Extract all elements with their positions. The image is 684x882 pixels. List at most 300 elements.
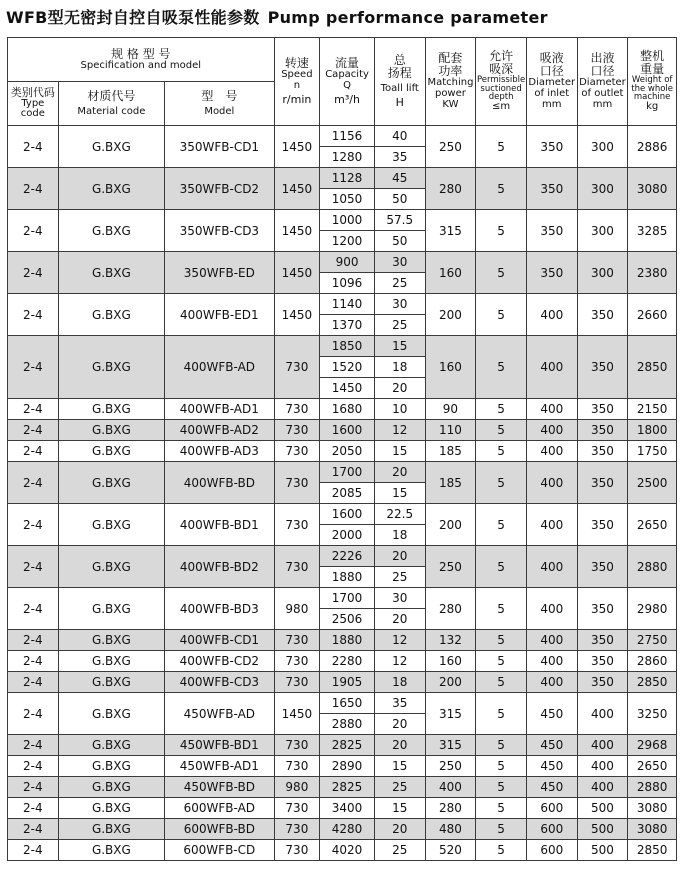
type-cell: 2-4 <box>8 399 59 420</box>
speed-cell: 730 <box>274 756 320 777</box>
capacity-cell: 4020 <box>320 840 375 861</box>
model-cell: 400WFB-AD3 <box>165 441 274 462</box>
head-cell: 22.5 <box>374 504 425 525</box>
inlet-cell: 450 <box>526 693 577 735</box>
weight-cell: 3080 <box>628 798 677 819</box>
outlet-cell: 400 <box>577 735 628 756</box>
outlet-cell: 500 <box>577 840 628 861</box>
outlet-cell: 350 <box>577 462 628 504</box>
suction-cell: 5 <box>476 252 527 294</box>
material-cell: G.BXG <box>58 210 164 252</box>
speed-cell: 730 <box>274 420 320 441</box>
suction-cell: 5 <box>476 441 527 462</box>
model-cell: 400WFB-ED1 <box>165 294 274 336</box>
speed-cell: 1450 <box>274 252 320 294</box>
head-cell: 30 <box>374 588 425 609</box>
suction-cell: 5 <box>476 630 527 651</box>
suction-cell: 5 <box>476 399 527 420</box>
head-cell: 25 <box>374 273 425 294</box>
speed-cell: 730 <box>274 336 320 399</box>
inlet-cell: 450 <box>526 756 577 777</box>
table-row <box>8 756 677 777</box>
table-row <box>8 651 677 672</box>
weight-cell: 1800 <box>628 420 677 441</box>
capacity-cell: 1600 <box>320 420 375 441</box>
head-cell: 25 <box>374 567 425 588</box>
power-cell: 200 <box>425 672 476 693</box>
inlet-cell: 350 <box>526 168 577 210</box>
type-cell: 2-4 <box>8 504 59 546</box>
inlet-cell: 600 <box>526 798 577 819</box>
material-cell: G.BXG <box>58 252 164 294</box>
material-cell: G.BXG <box>58 336 164 399</box>
suction-cell: 5 <box>476 798 527 819</box>
power-cell: 110 <box>425 420 476 441</box>
suction-cell: 5 <box>476 777 527 798</box>
suction-cell: 5 <box>476 735 527 756</box>
model-cell: 400WFB-BD1 <box>165 504 274 546</box>
speed-header: 转速 Speed n r/min <box>274 38 320 126</box>
table-row <box>8 588 677 609</box>
inlet-cell: 400 <box>526 294 577 336</box>
capacity-cell: 1156 <box>320 126 375 147</box>
material-cell: G.BXG <box>58 756 164 777</box>
head-cell: 45 <box>374 168 425 189</box>
material-cell: G.BXG <box>58 819 164 840</box>
suction-cell: 5 <box>476 651 527 672</box>
table-row <box>8 252 677 273</box>
weight-cell: 3080 <box>628 819 677 840</box>
material-cell: G.BXG <box>58 462 164 504</box>
model-cell: 450WFB-AD1 <box>165 756 274 777</box>
inlet-cell: 400 <box>526 651 577 672</box>
head-cell: 15 <box>374 336 425 357</box>
table-row <box>8 126 677 147</box>
power-cell: 160 <box>425 651 476 672</box>
capacity-cell: 2050 <box>320 441 375 462</box>
weight-header: 整机 重量 Weight of the whole machine kg <box>628 38 677 126</box>
head-header: 总 扬程 Toall lift H <box>374 38 425 126</box>
inlet-cell: 400 <box>526 462 577 504</box>
outlet-cell: 350 <box>577 420 628 441</box>
material-cell: G.BXG <box>58 672 164 693</box>
head-cell: 20 <box>374 609 425 630</box>
type-cell: 2-4 <box>8 588 59 630</box>
weight-cell: 2500 <box>628 462 677 504</box>
outlet-cell: 350 <box>577 672 628 693</box>
capacity-cell: 2000 <box>320 525 375 546</box>
capacity-cell: 2280 <box>320 651 375 672</box>
table-row <box>8 777 677 798</box>
model-cell: 400WFB-AD1 <box>165 399 274 420</box>
power-header: 配套 功率 Matching power KW <box>425 38 476 126</box>
model-cell: 400WFB-BD <box>165 462 274 504</box>
table-row <box>8 294 677 315</box>
outlet-cell: 500 <box>577 798 628 819</box>
speed-cell: 730 <box>274 819 320 840</box>
suction-cell: 5 <box>476 693 527 735</box>
table-row <box>8 504 677 525</box>
capacity-cell: 2226 <box>320 546 375 567</box>
outlet-cell: 350 <box>577 588 628 630</box>
speed-cell: 730 <box>274 735 320 756</box>
suction-cell: 5 <box>476 294 527 336</box>
table-row <box>8 420 677 441</box>
type-cell: 2-4 <box>8 777 59 798</box>
weight-cell: 2650 <box>628 756 677 777</box>
head-cell: 15 <box>374 483 425 504</box>
table-row <box>8 672 677 693</box>
outlet-cell: 350 <box>577 441 628 462</box>
speed-cell: 730 <box>274 462 320 504</box>
capacity-cell: 1880 <box>320 567 375 588</box>
capacity-cell: 900 <box>320 252 375 273</box>
model-header: 型 号 Model <box>165 82 274 126</box>
power-cell: 400 <box>425 777 476 798</box>
speed-cell: 730 <box>274 399 320 420</box>
weight-cell: 2850 <box>628 840 677 861</box>
head-cell: 35 <box>374 693 425 714</box>
speed-cell: 980 <box>274 588 320 630</box>
weight-cell: 2150 <box>628 399 677 420</box>
power-cell: 160 <box>425 252 476 294</box>
capacity-cell: 1650 <box>320 693 375 714</box>
inlet-cell: 400 <box>526 441 577 462</box>
type-cell: 2-4 <box>8 630 59 651</box>
outlet-cell: 300 <box>577 126 628 168</box>
table-row <box>8 693 677 714</box>
inlet-cell: 400 <box>526 420 577 441</box>
material-cell: G.BXG <box>58 630 164 651</box>
type-cell: 2-4 <box>8 546 59 588</box>
model-cell: 400WFB-CD1 <box>165 630 274 651</box>
head-cell: 18 <box>374 525 425 546</box>
capacity-cell: 3400 <box>320 798 375 819</box>
power-cell: 185 <box>425 462 476 504</box>
weight-cell: 2860 <box>628 651 677 672</box>
head-cell: 12 <box>374 651 425 672</box>
material-cell: G.BXG <box>58 798 164 819</box>
capacity-cell: 2890 <box>320 756 375 777</box>
head-cell: 12 <box>374 630 425 651</box>
material-cell: G.BXG <box>58 588 164 630</box>
head-cell: 20 <box>374 714 425 735</box>
model-cell: 350WFB-CD1 <box>165 126 274 168</box>
speed-cell: 980 <box>274 777 320 798</box>
head-cell: 20 <box>374 546 425 567</box>
suction-cell: 5 <box>476 210 527 252</box>
capacity-cell: 1905 <box>320 672 375 693</box>
inlet-cell: 400 <box>526 336 577 399</box>
inlet-cell: 600 <box>526 819 577 840</box>
type-cell: 2-4 <box>8 420 59 441</box>
title-zh: WFB型无密封自控自吸泵性能参数 <box>6 8 260 27</box>
head-cell: 25 <box>374 777 425 798</box>
power-cell: 315 <box>425 735 476 756</box>
capacity-cell: 1128 <box>320 168 375 189</box>
suction-cell: 5 <box>476 546 527 588</box>
type-code-header: 类别代码 Type code <box>8 82 59 126</box>
capacity-cell: 1450 <box>320 378 375 399</box>
capacity-cell: 1050 <box>320 189 375 210</box>
capacity-cell: 1880 <box>320 630 375 651</box>
power-cell: 250 <box>425 126 476 168</box>
suction-cell: 5 <box>476 168 527 210</box>
material-cell: G.BXG <box>58 399 164 420</box>
inlet-cell: 400 <box>526 672 577 693</box>
table-row <box>8 441 677 462</box>
type-cell: 2-4 <box>8 798 59 819</box>
head-cell: 10 <box>374 399 425 420</box>
model-cell: 400WFB-BD2 <box>165 546 274 588</box>
weight-cell: 1750 <box>628 441 677 462</box>
head-cell: 18 <box>374 357 425 378</box>
type-cell: 2-4 <box>8 294 59 336</box>
suction-cell: 5 <box>476 756 527 777</box>
power-cell: 480 <box>425 819 476 840</box>
power-cell: 90 <box>425 399 476 420</box>
outlet-cell: 350 <box>577 651 628 672</box>
head-cell: 30 <box>374 294 425 315</box>
speed-cell: 730 <box>274 630 320 651</box>
capacity-cell: 1680 <box>320 399 375 420</box>
suction-cell: 5 <box>476 504 527 546</box>
table-row <box>8 462 677 483</box>
suction-cell: 5 <box>476 126 527 168</box>
table-row <box>8 735 677 756</box>
material-cell: G.BXG <box>58 294 164 336</box>
material-code-header: 材质代号 Material code <box>58 82 164 126</box>
speed-cell: 730 <box>274 798 320 819</box>
model-cell: 450WFB-AD <box>165 693 274 735</box>
head-cell: 35 <box>374 147 425 168</box>
model-cell: 400WFB-CD3 <box>165 672 274 693</box>
speed-cell: 730 <box>274 840 320 861</box>
outlet-cell: 300 <box>577 168 628 210</box>
speed-cell: 1450 <box>274 126 320 168</box>
type-cell: 2-4 <box>8 756 59 777</box>
speed-cell: 730 <box>274 504 320 546</box>
outlet-cell: 400 <box>577 693 628 735</box>
type-cell: 2-4 <box>8 819 59 840</box>
weight-cell: 2968 <box>628 735 677 756</box>
weight-cell: 3080 <box>628 168 677 210</box>
table-body <box>8 126 677 861</box>
capacity-cell: 1096 <box>320 273 375 294</box>
table-row <box>8 168 677 189</box>
outlet-cell: 350 <box>577 336 628 399</box>
speed-cell: 730 <box>274 651 320 672</box>
weight-cell: 3285 <box>628 210 677 252</box>
weight-cell: 2980 <box>628 588 677 630</box>
head-cell: 40 <box>374 126 425 147</box>
capacity-cell: 4280 <box>320 819 375 840</box>
model-cell: 600WFB-AD <box>165 798 274 819</box>
type-cell: 2-4 <box>8 672 59 693</box>
power-cell: 200 <box>425 294 476 336</box>
capacity-cell: 2880 <box>320 714 375 735</box>
capacity-cell: 2825 <box>320 777 375 798</box>
model-cell: 400WFB-AD <box>165 336 274 399</box>
power-cell: 280 <box>425 798 476 819</box>
head-cell: 50 <box>374 231 425 252</box>
model-cell: 350WFB-CD3 <box>165 210 274 252</box>
inlet-cell: 350 <box>526 210 577 252</box>
speed-cell: 1450 <box>274 168 320 210</box>
page-title <box>6 4 548 32</box>
material-cell: G.BXG <box>58 693 164 735</box>
capacity-cell: 1370 <box>320 315 375 336</box>
head-cell: 30 <box>374 252 425 273</box>
power-cell: 280 <box>425 588 476 630</box>
power-cell: 132 <box>425 630 476 651</box>
weight-cell: 2880 <box>628 777 677 798</box>
inlet-cell: 400 <box>526 504 577 546</box>
power-cell: 280 <box>425 168 476 210</box>
outlet-cell: 300 <box>577 252 628 294</box>
model-cell: 400WFB-CD2 <box>165 651 274 672</box>
outlet-cell: 400 <box>577 756 628 777</box>
outlet-cell: 350 <box>577 630 628 651</box>
head-cell: 25 <box>374 315 425 336</box>
inlet-cell: 400 <box>526 630 577 651</box>
type-cell: 2-4 <box>8 462 59 504</box>
material-cell: G.BXG <box>58 651 164 672</box>
suction-cell: 5 <box>476 462 527 504</box>
inlet-cell: 400 <box>526 588 577 630</box>
material-cell: G.BXG <box>58 504 164 546</box>
material-cell: G.BXG <box>58 735 164 756</box>
inlet-cell: 400 <box>526 399 577 420</box>
power-cell: 250 <box>425 756 476 777</box>
model-cell: 450WFB-BD <box>165 777 274 798</box>
suction-cell: 5 <box>476 840 527 861</box>
outlet-cell: 400 <box>577 777 628 798</box>
power-cell: 250 <box>425 546 476 588</box>
outlet-header: 出液 口径 Diameter of outlet mm <box>577 38 628 126</box>
model-cell: 350WFB-CD2 <box>165 168 274 210</box>
outlet-cell: 350 <box>577 294 628 336</box>
head-cell: 20 <box>374 735 425 756</box>
suction-cell: 5 <box>476 819 527 840</box>
head-cell: 20 <box>374 462 425 483</box>
material-cell: G.BXG <box>58 126 164 168</box>
speed-cell: 1450 <box>274 693 320 735</box>
speed-cell: 730 <box>274 546 320 588</box>
head-cell: 25 <box>374 840 425 861</box>
material-cell: G.BXG <box>58 546 164 588</box>
inlet-cell: 450 <box>526 735 577 756</box>
model-cell: 450WFB-BD1 <box>165 735 274 756</box>
inlet-cell: 600 <box>526 840 577 861</box>
model-cell: 600WFB-BD <box>165 819 274 840</box>
inlet-cell: 400 <box>526 546 577 588</box>
speed-cell: 730 <box>274 441 320 462</box>
power-cell: 315 <box>425 693 476 735</box>
type-cell: 2-4 <box>8 210 59 252</box>
type-cell: 2-4 <box>8 840 59 861</box>
head-cell: 15 <box>374 798 425 819</box>
weight-cell: 2380 <box>628 252 677 294</box>
type-cell: 2-4 <box>8 168 59 210</box>
power-cell: 520 <box>425 840 476 861</box>
capacity-cell: 1700 <box>320 462 375 483</box>
spec-group-header: 规 格 型 号 Specification and model <box>8 38 275 82</box>
inlet-cell: 350 <box>526 252 577 294</box>
table-row <box>8 798 677 819</box>
material-cell: G.BXG <box>58 840 164 861</box>
capacity-cell: 1700 <box>320 588 375 609</box>
capacity-cell: 2825 <box>320 735 375 756</box>
weight-cell: 2880 <box>628 546 677 588</box>
weight-cell: 2650 <box>628 504 677 546</box>
capacity-cell: 2085 <box>320 483 375 504</box>
outlet-cell: 300 <box>577 210 628 252</box>
type-cell: 2-4 <box>8 441 59 462</box>
inlet-cell: 450 <box>526 777 577 798</box>
type-cell: 2-4 <box>8 126 59 168</box>
weight-cell: 2750 <box>628 630 677 651</box>
head-cell: 18 <box>374 672 425 693</box>
inlet-header: 吸液 口径 Diameter of inlet mm <box>526 38 577 126</box>
type-cell: 2-4 <box>8 693 59 735</box>
table-row <box>8 336 677 357</box>
head-cell: 20 <box>374 378 425 399</box>
weight-cell: 2850 <box>628 672 677 693</box>
speed-cell: 1450 <box>274 210 320 252</box>
head-cell: 20 <box>374 819 425 840</box>
table-row <box>8 546 677 567</box>
power-cell: 200 <box>425 504 476 546</box>
model-cell: 600WFB-CD <box>165 840 274 861</box>
weight-cell: 2850 <box>628 336 677 399</box>
suction-header: 允许 吸深 Permissible suctioned depth ≤m <box>476 38 527 126</box>
capacity-cell: 1600 <box>320 504 375 525</box>
pump-parameter-table <box>7 37 677 861</box>
power-cell: 160 <box>425 336 476 399</box>
head-cell: 15 <box>374 756 425 777</box>
capacity-cell: 1280 <box>320 147 375 168</box>
material-cell: G.BXG <box>58 168 164 210</box>
weight-cell: 2660 <box>628 294 677 336</box>
capacity-header: 流量 Capacity Q m³/h <box>320 38 375 126</box>
weight-cell: 2886 <box>628 126 677 168</box>
model-cell: 400WFB-BD3 <box>165 588 274 630</box>
table-row <box>8 840 677 861</box>
capacity-cell: 2506 <box>320 609 375 630</box>
capacity-cell: 1520 <box>320 357 375 378</box>
material-cell: G.BXG <box>58 420 164 441</box>
power-cell: 315 <box>425 210 476 252</box>
capacity-cell: 1200 <box>320 231 375 252</box>
suction-cell: 5 <box>476 672 527 693</box>
suction-cell: 5 <box>476 336 527 399</box>
capacity-cell: 1140 <box>320 294 375 315</box>
capacity-cell: 1000 <box>320 210 375 231</box>
outlet-cell: 500 <box>577 819 628 840</box>
title-en: Pump performance parameter <box>267 8 548 27</box>
outlet-cell: 350 <box>577 399 628 420</box>
material-cell: G.BXG <box>58 777 164 798</box>
suction-cell: 5 <box>476 420 527 441</box>
table-row <box>8 399 677 420</box>
type-cell: 2-4 <box>8 336 59 399</box>
head-cell: 57.5 <box>374 210 425 231</box>
capacity-cell: 1850 <box>320 336 375 357</box>
table-row <box>8 819 677 840</box>
inlet-cell: 350 <box>526 126 577 168</box>
material-cell: G.BXG <box>58 441 164 462</box>
